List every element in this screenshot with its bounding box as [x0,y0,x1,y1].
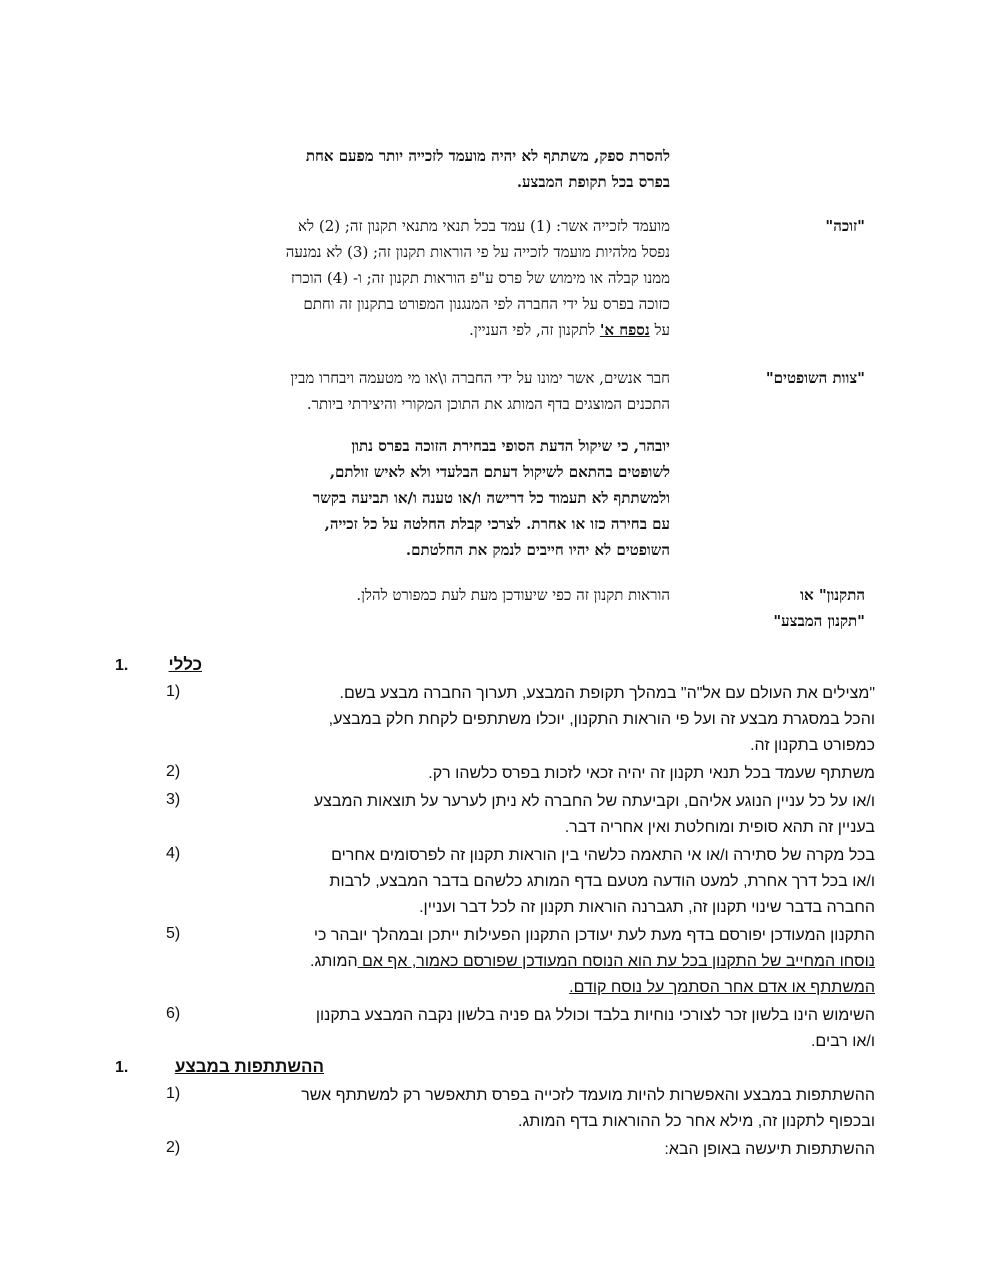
definition-rules [215,582,670,608]
item-line: והכל במסגרת מבצע זה ועל פי הוראות התקנון, יוכלו משתתפים לקחת חלק במבצע, [328,711,875,728]
item-number: 6) [166,1005,181,1022]
list-item [225,761,875,787]
item-line: השימוש הינו בלשון זכר לצורכי נוחיות בלבד וכולל גם פניה בלשון נקבה המבצע בתקנון [315,1007,875,1024]
clarification-line: לשופטים בהתאם לשיקול דעתם הבלעדי ולא לאיש זולתם, [329,463,670,481]
item-line: החברה בדבר שינוי תקנון זה, תגברנה הוראות תקנון זה לכל דבר ועניין. [419,899,875,916]
term-winner: "זוכה" [825,217,865,235]
list-item [225,1003,875,1055]
list-item [225,923,875,1001]
list-item [225,1137,875,1163]
item-line: ההשתתפות תיעשה באופן הבא: [664,1141,875,1158]
definition-judges-team [215,365,670,417]
section-title-participation: ההשתתפות במבצע [174,1057,324,1076]
list-item [225,789,875,841]
definition-line: ממנו קבלה או מימוש של פרס ע"פ הוראות תקנון זה; ו- (4) הוכרז [290,269,670,287]
definition-text: לתקנון זה, לפי העניין. [469,321,600,339]
item-line: ובכפוף לתקנון זה, מילא אחר כל ההוראות בדף המותג. [518,1113,875,1130]
definition-line: התכנים המוצגים בדף המותג את התוכן המקורי והיצירתי ביותר. [306,395,670,413]
item-line: כמפורט בתקנון זה. [750,737,875,754]
item-number: 1) [166,683,181,700]
item-line: ההשתתפות במבצע והאפשרות להיות מועמד לזכייה בפרס תתאפשר רק למשתתף אשר [301,1087,875,1104]
judges-clarification [215,433,670,563]
clarification-line: השופטים לא יהיו חייבים לנמק את החלטתם. [405,541,670,559]
item-number: 4) [166,845,181,862]
item-text: המותג. [310,953,358,970]
term-judges-team: "צוות השופטים" [765,369,865,387]
item-line: בכל מקרה של סתירה ו/או אי התאמה כלשהי בין הוראות תקנון זה לפרסומים אחרים [331,847,875,864]
section-number: 1. [115,1059,129,1076]
item-number: 2) [166,763,181,780]
item-number: 1) [166,1085,181,1102]
definition-line: מועמד לזכייה אשר: (1) עמד בכל תנאי מתנאי תקנון זה; (2) לא [298,217,670,235]
definition-line: חבר אנשים, אשר ימונו על ידי החברה ו\או מי מטעמה ויבחרו מבין [290,369,670,387]
clarification-line: יובהר, כי שיקול הדעת הסופי בבחירת הזוכה בפרס נתון [351,437,670,455]
underlined-text: נוסחו המחייב של התקנון בכל עת הוא הנוסח המעודכן שפורסם כאמור, אף אם [357,953,875,970]
item-number: 3) [166,791,181,808]
definition-text: על [649,321,670,339]
item-line [225,975,875,1001]
section-number: 1. [115,657,129,674]
list-item [225,681,875,759]
appendix-a-reference: נספח א' [599,321,650,339]
item-line: ו/או על כל עניין הנוגע אליהם, וקביעתה של החברה לא ניתן לערער על תוצאות המבצע [313,793,875,810]
definition-line: הוראות תקנון זה כפי שיעודכן מעת לעת כמפורט להלן. [356,586,670,604]
definition-line: כזוכה בפרס על ידי החברה לפי המנגנון המפורט בתקנון זה וחתם [303,295,670,313]
item-number: 2) [166,1139,181,1156]
list-item [225,843,875,921]
item-line: ו/או בכל דרך אחרת, למעט הודעה מטעם בדף המותג כלשהם בדבר המבצע, לרבות [329,873,875,890]
clarification-line: עם בחירה כזו או אחרת. לצרכי קבלת החלטה על כל זכייה, [324,515,670,533]
list-item [225,1083,875,1135]
item-line: "מצילים את העולם עם אל"ה" במהלך תקופת המבצע, תערוך החברה מבצע בשם. [339,685,875,702]
definition-line: נפסל מלהיות מועמד לזכייה על פי הוראות תקנון זה; (3) לא נמנעה [285,243,670,261]
item-line: התקנון המעודכן יפורסם בדף מעת לעת יעודכן התקנון הפעילות ייתכן ובמהלך יובהר כי [313,927,875,944]
underlined-text: המשתתף או אדם אחר הסתמך על נוסח קודם. [569,979,875,996]
definition-line [215,317,670,343]
item-line: ו/או רבים. [810,1033,875,1050]
definition-winner [215,213,670,343]
clarification-line: ולמשתתף לא תעמוד כל דרישה ו/או טענה ו/או תביעה בקשר [312,489,670,507]
item-line: בעניין זה תהא סופית ומוחלטת ואין אחריה דבר. [564,819,875,836]
section-title-general: כללי [168,655,202,674]
item-line [225,949,875,975]
prize-note-line: בפרס בכל תקופת המבצע. [516,173,670,191]
item-number: 5) [166,925,181,942]
item-line: משתתף שעמד בכל תנאי תקנון זה יהיה זכאי לזכות בפרס כלשהו רק. [428,765,875,782]
term-rules: התקנון" או "תקנון המבצע" [773,586,865,630]
prize-note [215,143,670,195]
prize-note-line: להסרת ספק, משתתף לא יהיה מועמד לזכייה יותר מפעם אחת [305,147,670,165]
